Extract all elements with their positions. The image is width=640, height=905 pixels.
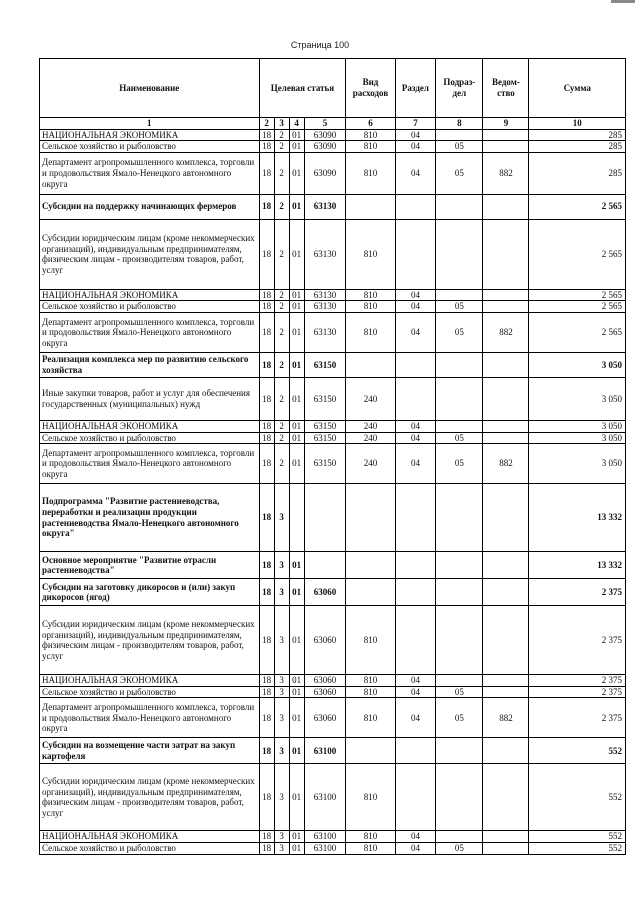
row-department: [483, 579, 529, 606]
row-target-subprogram: 2: [274, 129, 289, 141]
row-name: Субсидии юридическим лицам (кроме некоммерческих организаций), индивидуальным предпринимателям, физическим лицам - производителям товаров, работ, услуг: [40, 606, 260, 675]
row-expense-type: 810: [346, 831, 395, 843]
table-row: [40, 152, 626, 194]
row-department: [483, 552, 529, 579]
row-department: [483, 352, 529, 377]
row-target-code: 63130: [304, 194, 346, 219]
table-row: [40, 377, 626, 420]
row-section: [395, 764, 436, 831]
row-target-code: 63060: [304, 606, 346, 675]
row-section: [395, 484, 436, 552]
table-row: [40, 686, 626, 698]
row-sum: 3 050: [529, 377, 626, 420]
row-expense-type: 240: [346, 420, 395, 432]
row-sum: 285: [529, 141, 626, 153]
row-target-subprogram: 2: [274, 352, 289, 377]
row-department: [483, 194, 529, 219]
row-name: НАЦИОНАЛЬНАЯ ЭКОНОМИКА: [40, 289, 260, 301]
row-target-event: 01: [289, 579, 304, 606]
column-number: 3: [274, 118, 289, 130]
row-sum: 552: [529, 738, 626, 764]
row-department: [483, 219, 529, 289]
row-expense-type: 810: [346, 152, 395, 194]
row-subsection: [436, 219, 483, 289]
row-section: 04: [395, 289, 436, 301]
row-target-code: 63090: [304, 141, 346, 153]
row-name: Сельское хозяйство и рыболовство: [40, 432, 260, 444]
row-target-event: 01: [289, 831, 304, 843]
row-target-subprogram: 2: [274, 444, 289, 484]
row-name: Департамент агропромышленного комплекса, торговли и продовольствия Ямало-Ненецкого автономного округа: [40, 152, 260, 194]
row-expense-type: [346, 484, 395, 552]
row-expense-type: 810: [346, 129, 395, 141]
row-subsection: 05: [436, 698, 483, 738]
row-name: Департамент агропромышленного комплекса, торговли и продовольствия Ямало-Ненецкого автономного округа: [40, 698, 260, 738]
row-target-event: 01: [289, 842, 304, 854]
table-row: [40, 312, 626, 352]
row-target-code: [304, 552, 346, 579]
row-sum: 3 050: [529, 444, 626, 484]
table-row: [40, 579, 626, 606]
row-sum: 552: [529, 831, 626, 843]
header-department: Ведом-ство: [483, 59, 529, 118]
row-target-code: 63150: [304, 377, 346, 420]
row-name: НАЦИОНАЛЬНАЯ ЭКОНОМИКА: [40, 129, 260, 141]
row-subsection: [436, 420, 483, 432]
row-target-subprogram: 3: [274, 686, 289, 698]
column-number: 4: [289, 118, 304, 130]
row-name: Сельское хозяйство и рыболовство: [40, 141, 260, 153]
row-sum: 2 565: [529, 312, 626, 352]
row-target-event: [289, 484, 304, 552]
row-department: [483, 420, 529, 432]
row-expense-type: [346, 552, 395, 579]
row-section: 04: [395, 698, 436, 738]
row-subsection: [436, 675, 483, 687]
row-subsection: [436, 831, 483, 843]
column-number: 6: [346, 118, 395, 130]
row-expense-type: [346, 352, 395, 377]
row-target-code: 63100: [304, 764, 346, 831]
row-section: 04: [395, 675, 436, 687]
row-department: [483, 377, 529, 420]
row-target-code: 63100: [304, 842, 346, 854]
row-target-program: 18: [259, 444, 274, 484]
row-target-program: 18: [259, 312, 274, 352]
row-target-event: 01: [289, 552, 304, 579]
row-target-subprogram: 3: [274, 606, 289, 675]
row-section: 04: [395, 129, 436, 141]
row-target-event: 01: [289, 420, 304, 432]
row-target-subprogram: 3: [274, 675, 289, 687]
row-subsection: 05: [436, 141, 483, 153]
row-target-event: 01: [289, 698, 304, 738]
row-section: 04: [395, 301, 436, 313]
row-name: Субсидии юридическим лицам (кроме некоммерческих организаций), индивидуальным предпринимателям, физическим лицам - производителям товаров, работ, услуг: [40, 764, 260, 831]
row-name: НАЦИОНАЛЬНАЯ ЭКОНОМИКА: [40, 420, 260, 432]
header-subsection: Подраз-дел: [436, 59, 483, 118]
page-number-header: Страница 100: [290, 40, 350, 50]
header-sum: Сумма: [529, 59, 626, 118]
row-name: Сельское хозяйство и рыболовство: [40, 301, 260, 313]
row-target-event: 01: [289, 764, 304, 831]
row-section: [395, 738, 436, 764]
row-name: НАЦИОНАЛЬНАЯ ЭКОНОМИКА: [40, 831, 260, 843]
row-section: [395, 194, 436, 219]
row-section: [395, 352, 436, 377]
row-target-program: 18: [259, 141, 274, 153]
row-expense-type: 240: [346, 444, 395, 484]
row-target-event: 01: [289, 301, 304, 313]
row-target-event: 01: [289, 432, 304, 444]
row-expense-type: 810: [346, 764, 395, 831]
row-target-subprogram: 2: [274, 312, 289, 352]
row-department: 882: [483, 698, 529, 738]
row-department: 882: [483, 152, 529, 194]
row-target-event: 01: [289, 377, 304, 420]
row-target-program: 18: [259, 675, 274, 687]
row-subsection: 05: [436, 312, 483, 352]
row-target-subprogram: 3: [274, 831, 289, 843]
table-row: [40, 552, 626, 579]
row-section: 04: [395, 312, 436, 352]
row-target-event: 01: [289, 219, 304, 289]
row-department: [483, 675, 529, 687]
row-subsection: [436, 606, 483, 675]
table-row: [40, 831, 626, 843]
row-expense-type: 810: [346, 606, 395, 675]
row-target-code: 63100: [304, 831, 346, 843]
row-target-subprogram: 3: [274, 484, 289, 552]
table-row: [40, 301, 626, 313]
row-department: 882: [483, 444, 529, 484]
row-subsection: 05: [436, 432, 483, 444]
row-name: Реализация комплекса мер по развитию сельского хозяйства: [40, 352, 260, 377]
row-target-program: 18: [259, 194, 274, 219]
row-department: [483, 764, 529, 831]
row-section: 04: [395, 141, 436, 153]
row-subsection: [436, 484, 483, 552]
row-sum: 2 375: [529, 606, 626, 675]
row-sum: 13 332: [529, 552, 626, 579]
row-sum: 2 375: [529, 675, 626, 687]
row-department: 882: [483, 312, 529, 352]
row-target-event: 01: [289, 352, 304, 377]
row-subsection: 05: [436, 444, 483, 484]
row-subsection: 05: [436, 686, 483, 698]
row-subsection: [436, 552, 483, 579]
row-sum: 552: [529, 764, 626, 831]
row-expense-type: 810: [346, 842, 395, 854]
row-section: [395, 606, 436, 675]
row-name: Основное мероприятие "Развитие отрасли растениеводства": [40, 552, 260, 579]
row-department: [483, 831, 529, 843]
row-target-subprogram: 2: [274, 141, 289, 153]
row-target-program: 18: [259, 301, 274, 313]
table-header-row: [40, 59, 626, 118]
row-department: [483, 432, 529, 444]
row-expense-type: [346, 579, 395, 606]
row-target-code: 63100: [304, 738, 346, 764]
row-target-code: 63060: [304, 675, 346, 687]
row-sum: 2 565: [529, 194, 626, 219]
row-name: Департамент агропромышленного комплекса, торговли и продовольствия Ямало-Ненецкого автономного округа: [40, 444, 260, 484]
row-target-program: 18: [259, 219, 274, 289]
table-row: [40, 444, 626, 484]
row-target-event: 01: [289, 312, 304, 352]
row-name: Сельское хозяйство и рыболовство: [40, 686, 260, 698]
row-target-subprogram: 3: [274, 579, 289, 606]
row-section: 04: [395, 432, 436, 444]
row-target-program: 18: [259, 579, 274, 606]
row-department: [483, 842, 529, 854]
table-row: [40, 129, 626, 141]
table-row: [40, 764, 626, 831]
row-target-program: 18: [259, 606, 274, 675]
row-name: Подпрограмма "Развитие растениеводства, переработки и реализации продукции растениеводства Ямало-Ненецкого автономного округа": [40, 484, 260, 552]
row-target-subprogram: 2: [274, 377, 289, 420]
row-subsection: [436, 764, 483, 831]
header-section: Раздел: [395, 59, 436, 118]
row-target-code: 63130: [304, 289, 346, 301]
row-target-program: 18: [259, 698, 274, 738]
table-row: [40, 842, 626, 854]
row-department: [483, 129, 529, 141]
row-target-subprogram: 3: [274, 842, 289, 854]
table-row: [40, 420, 626, 432]
row-name: Субсидии юридическим лицам (кроме некоммерческих организаций), индивидуальным предпринимателям, физическим лицам - производителям товаров, работ, услуг: [40, 219, 260, 289]
row-target-program: 18: [259, 686, 274, 698]
row-department: [483, 301, 529, 313]
column-number-row: [40, 118, 626, 130]
row-subsection: [436, 194, 483, 219]
row-target-subprogram: 2: [274, 152, 289, 194]
row-section: [395, 552, 436, 579]
row-subsection: [436, 738, 483, 764]
row-sum: 285: [529, 129, 626, 141]
row-name: НАЦИОНАЛЬНАЯ ЭКОНОМИКА: [40, 675, 260, 687]
row-subsection: 05: [436, 842, 483, 854]
row-section: 04: [395, 152, 436, 194]
row-sum: 552: [529, 842, 626, 854]
row-name: Иные закупки товаров, работ и услуг для обеспечения государственных (муниципальных) нужд: [40, 377, 260, 420]
table-body: [40, 129, 626, 854]
row-target-subprogram: 3: [274, 764, 289, 831]
column-number: 10: [529, 118, 626, 130]
row-sum: 3 050: [529, 352, 626, 377]
row-target-code: 63090: [304, 129, 346, 141]
row-target-code: 63130: [304, 219, 346, 289]
row-target-event: 01: [289, 444, 304, 484]
row-target-code: 63060: [304, 579, 346, 606]
row-target-program: 18: [259, 738, 274, 764]
row-target-program: 18: [259, 420, 274, 432]
row-target-event: 01: [289, 675, 304, 687]
row-expense-type: 810: [346, 219, 395, 289]
row-department: [483, 686, 529, 698]
row-target-program: 18: [259, 831, 274, 843]
row-sum: 2 375: [529, 686, 626, 698]
table-row: [40, 141, 626, 153]
row-sum: 3 050: [529, 432, 626, 444]
row-target-program: 18: [259, 129, 274, 141]
row-target-code: 63060: [304, 686, 346, 698]
row-target-program: 18: [259, 484, 274, 552]
row-target-event: 01: [289, 129, 304, 141]
row-expense-type: 810: [346, 141, 395, 153]
row-target-event: 01: [289, 141, 304, 153]
row-sum: 2 375: [529, 579, 626, 606]
column-number: 5: [304, 118, 346, 130]
row-department: [483, 141, 529, 153]
budget-table: [39, 58, 626, 855]
scan-artifact: [611, 0, 635, 3]
column-number: 7: [395, 118, 436, 130]
table-row: [40, 432, 626, 444]
row-target-program: 18: [259, 764, 274, 831]
row-target-subprogram: 2: [274, 301, 289, 313]
table-row: [40, 606, 626, 675]
row-department: [483, 738, 529, 764]
row-target-code: 63150: [304, 444, 346, 484]
row-name: Субсидии на заготовку дикоросов и (или) закуп дикоросов (ягод): [40, 579, 260, 606]
row-section: [395, 377, 436, 420]
row-target-code: 63150: [304, 352, 346, 377]
row-section: [395, 219, 436, 289]
row-expense-type: 240: [346, 377, 395, 420]
row-target-program: 18: [259, 289, 274, 301]
header-expense-type: Вид расходов: [346, 59, 395, 118]
row-department: [483, 484, 529, 552]
row-section: 04: [395, 686, 436, 698]
row-expense-type: [346, 738, 395, 764]
row-department: [483, 606, 529, 675]
row-target-event: 01: [289, 152, 304, 194]
row-section: [395, 579, 436, 606]
row-sum: 2 565: [529, 301, 626, 313]
column-number: 2: [259, 118, 274, 130]
table-row: [40, 484, 626, 552]
column-number: 8: [436, 118, 483, 130]
row-department: [483, 289, 529, 301]
row-target-subprogram: 2: [274, 194, 289, 219]
row-target-program: 18: [259, 842, 274, 854]
row-subsection: [436, 352, 483, 377]
row-expense-type: 240: [346, 432, 395, 444]
row-subsection: [436, 129, 483, 141]
row-expense-type: 810: [346, 698, 395, 738]
row-target-subprogram: 2: [274, 420, 289, 432]
row-sum: 2 375: [529, 698, 626, 738]
row-expense-type: [346, 194, 395, 219]
row-target-program: 18: [259, 152, 274, 194]
table-row: [40, 352, 626, 377]
row-section: 04: [395, 831, 436, 843]
row-expense-type: 810: [346, 675, 395, 687]
row-section: 04: [395, 420, 436, 432]
row-subsection: [436, 579, 483, 606]
row-sum: 285: [529, 152, 626, 194]
row-section: 04: [395, 444, 436, 484]
row-sum: 13 332: [529, 484, 626, 552]
table-row: [40, 219, 626, 289]
row-target-event: 01: [289, 289, 304, 301]
row-target-code: 63130: [304, 301, 346, 313]
row-target-event: 01: [289, 194, 304, 219]
row-target-code: 63060: [304, 698, 346, 738]
row-expense-type: 810: [346, 301, 395, 313]
row-target-code: 63150: [304, 432, 346, 444]
row-expense-type: 810: [346, 686, 395, 698]
row-target-subprogram: 3: [274, 698, 289, 738]
row-target-program: 18: [259, 432, 274, 444]
header-name: Наименование: [40, 59, 260, 118]
row-expense-type: 810: [346, 312, 395, 352]
row-target-event: 01: [289, 738, 304, 764]
row-target-subprogram: 2: [274, 432, 289, 444]
row-section: 04: [395, 842, 436, 854]
row-target-subprogram: 3: [274, 552, 289, 579]
column-number: 9: [483, 118, 529, 130]
row-target-program: 18: [259, 377, 274, 420]
header-target-article: Целевая статья: [259, 59, 346, 118]
row-name: Субсидии на возмещение части затрат на закуп картофеля: [40, 738, 260, 764]
row-target-code: 63130: [304, 312, 346, 352]
row-target-subprogram: 2: [274, 219, 289, 289]
row-sum: 3 050: [529, 420, 626, 432]
table-row: [40, 194, 626, 219]
row-name: Субсидии на поддержку начинающих фермеров: [40, 194, 260, 219]
row-subsection: [436, 289, 483, 301]
table-row: [40, 698, 626, 738]
row-target-subprogram: 2: [274, 289, 289, 301]
row-target-code: 63150: [304, 420, 346, 432]
row-subsection: [436, 377, 483, 420]
row-target-event: 01: [289, 606, 304, 675]
row-name: Сельское хозяйство и рыболовство: [40, 842, 260, 854]
table-row: [40, 738, 626, 764]
row-target-code: 63090: [304, 152, 346, 194]
row-subsection: 05: [436, 301, 483, 313]
row-target-program: 18: [259, 552, 274, 579]
row-name: Департамент агропромышленного комплекса, торговли и продовольствия Ямало-Ненецкого автономного округа: [40, 312, 260, 352]
row-target-event: 01: [289, 686, 304, 698]
row-subsection: 05: [436, 152, 483, 194]
table-row: [40, 289, 626, 301]
row-sum: 2 565: [529, 289, 626, 301]
row-sum: 2 565: [529, 219, 626, 289]
row-target-program: 18: [259, 352, 274, 377]
row-expense-type: 810: [346, 289, 395, 301]
row-target-code: [304, 484, 346, 552]
row-target-subprogram: 3: [274, 738, 289, 764]
column-number: 1: [40, 118, 260, 130]
table-row: [40, 675, 626, 687]
